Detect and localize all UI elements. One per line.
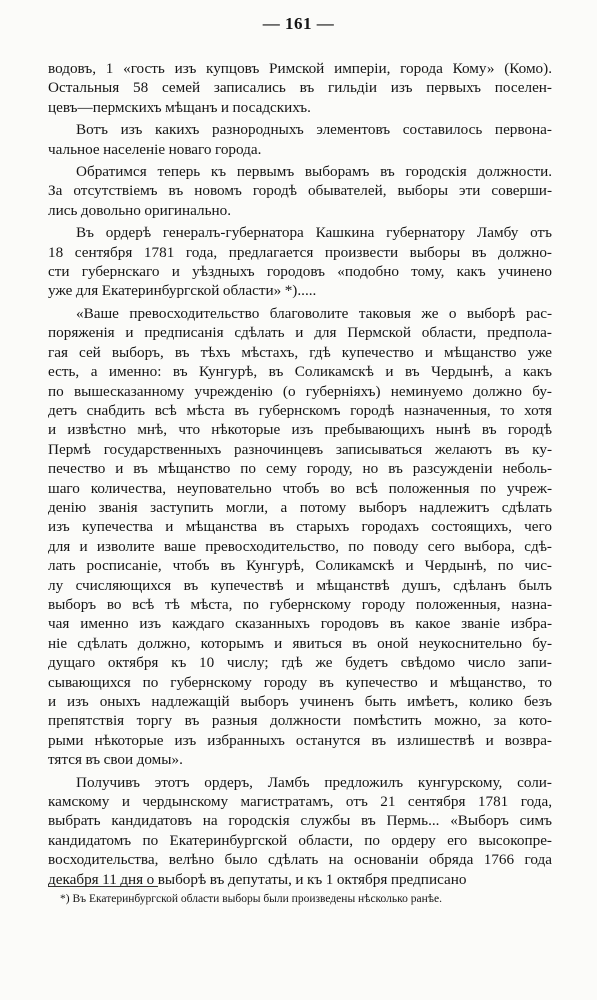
text-line: За отсутствіемъ въ новомъ городѣ обывателей, выборы эти соверши- [48,182,552,200]
text-line: дущаго октября къ 10 числу; гдѣ же будетъ свѣдомо число запи- [48,654,552,672]
text-line: и извѣстно мнѣ, что нѣкоторые изъ пребывающихъ нынѣ въ городѣ [48,421,552,439]
text-line: сывающихся по губернскому городу въ купечество и мѣщанство, то [48,673,552,691]
text-line: шаго количества, неуповательно чтобъ во всѣ положенныя по учреж- [48,479,552,497]
text-line: лать росписаніе, чтобъ въ Кунгурѣ, Соликамскѣ и Чердынѣ, по чис- [48,557,552,575]
text-line: декабря 11 дня о выборѣ въ депутаты, и къ 1 октября предписано [48,870,467,888]
text-line: «Ваше превосходительство благоволите таковыя же о выборѣ рас- [76,304,552,322]
text-line: есть, а именно: въ Кунгурѣ, въ Соликамскѣ и въ Чердынѣ, а какъ [48,363,552,381]
text-line: для и изволите ваше превосходительство, по поводу сего выбора, сдѣ- [48,537,552,555]
text-line: и изъ оныхъ надлежащій выборъ учиненъ быть имѣетъ, колико безъ [48,693,552,710]
text-line: уже для Екатеринбургской области» *)..... [48,282,317,300]
text-line: водовъ, 1 «гость изъ купцовъ Римской имперіи, города Кому» (Комо). [48,60,552,77]
text-line: Вотъ изъ какихъ разнородныхъ элементовъ составилось первона- [76,121,552,139]
text-line: денію званія заступить могли, а потому выборъ надлежитъ сдѣлать [48,498,552,516]
paragraph [48,59,552,117]
text-line: препятствія торгу въ разныя должности помѣстить можно, за кото- [48,712,552,730]
text-line: камскому и чердынскому магистратамъ, отъ 21 сентября 1781 года, [48,793,552,811]
footnote-rule [48,886,158,887]
page-number: — 161 — [262,14,335,33]
text-line: тятся въ свои домы». [48,751,183,769]
paragraph [48,162,552,220]
text-line: Получивъ этотъ ордеръ, Ламбъ предложилъ кунгурскому, соли- [76,773,552,791]
text-line: рыми нѣкоторые изъ избранныхъ останутся въ излишествѣ и возвра- [48,731,552,749]
text-line: ніе сдѣлать должно, которымъ и явиться въ оной неукоснительно бу- [48,634,552,652]
text-line: по вышесказанному учрежденію (о губерніяхъ) неминуемо должно бу- [48,382,552,400]
text-line: чая именно изъ каждаго сказанныхъ городовъ въ какое званіе избра- [48,615,552,633]
text-line: выборъ во всѣ тѣ мѣста, по губернскому городу положенныя, назна- [48,595,552,613]
text-line: кандидатомъ по Екатеринбургской области, по ордеру его высокопре- [48,831,552,849]
footnote: *) Въ Екатеринбургской области выборы были произведены нѣсколько ранѣе. [60,893,442,905]
text-line: цевъ—пермскихъ мѣщанъ и посадскихъ. [48,98,311,116]
text-line: 18 сентября 1781 года, предлагается произвести выборы въ должно- [48,243,552,261]
text-line: лу счисляющихся въ купечествѣ и мѣщанствѣ душъ, сдѣланъ былъ [48,576,552,594]
text-line: Въ ордерѣ генералъ-губернатора Кашкина губернатору Ламбу отъ [76,224,552,242]
paragraph [48,223,552,301]
text-line: лись довольно оригинально. [48,201,232,219]
text-line: изъ купечества и мѣщанства въ старыхъ городахъ состоящихъ, чего [48,518,552,536]
page-body [48,59,552,889]
text-line: Обратимся теперь къ первымъ выборамъ въ городскія должности. [76,163,552,181]
text-line: чальное населеніе новаго города. [48,140,262,158]
text-line: поряженія и предписанія сдѣлать и для Пермской области, предпола- [48,324,552,342]
text-line: Пермѣ государственныхъ разночинцевъ записываться желаютъ въ ку- [48,440,552,458]
paragraph [48,304,552,770]
text-line: гая сей выборъ, въ тѣхъ мѣстахъ, гдѣ купечество и мѣщанство уже [48,343,552,361]
text-line: выбрать кандидатовъ на городскія службы въ Пермь... «Выборъ симъ [48,812,552,830]
text-line: Остальныя 58 семей записались въ гильдіи изъ первыхъ поселен- [48,79,552,97]
paragraph [48,773,552,889]
text-line: восходительства, велѣно было сдѣлать на основаніи обряда 1766 года [48,851,552,869]
text-line: сти губернскаго и уѣздныхъ городовъ «подобно тому, какъ учинено [48,263,552,281]
text-line: детъ снабдить всѣ мѣста въ губернскомъ городѣ назначенныя, то хотя [48,401,552,419]
paragraph [48,120,552,159]
text-line: печество и въ мѣщанство по сему городу, но въ разсужденіи неболь- [48,460,552,478]
